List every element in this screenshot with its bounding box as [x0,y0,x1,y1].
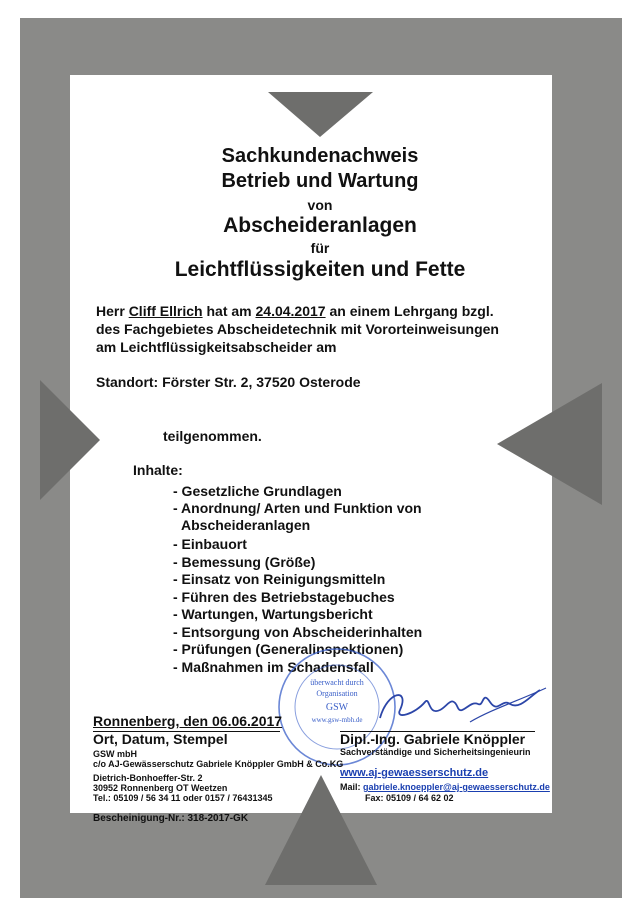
website-link[interactable]: www.aj-gewaesserschutz.de [340,767,489,779]
company-phone: Tel.: 05109 / 56 34 11 oder 0157 / 76431345 [93,793,273,803]
mail-label: Mail: [340,782,361,792]
stamp-org-text: Organisation [316,689,358,698]
company-co: c/o AJ-Gewässerschutz Gabriele Knöppler GmbH & Co.KG [93,759,344,769]
intro-mid: hat am [206,303,252,319]
contents-item: - Entsorgung von Abscheiderinhalten [173,624,423,640]
title-line-5: für [310,240,330,256]
certificate-number: Bescheinigung-Nr.: 318-2017-GK [93,813,249,824]
place-date: Ronnenberg, den 06.06.2017 [93,713,283,729]
email-link[interactable]: gabriele.knoeppler@aj-gewaesserschutz.de [363,782,550,792]
top-triangle-ornament [268,92,373,137]
contents-item: - Führen des Betriebstagebuches [173,589,395,605]
stamp-top-text: überwacht durch [310,678,364,687]
contents-item: - Bemessung (Größe) [173,554,316,570]
course-date: 24.04.2017 [255,303,326,319]
fax-number: Fax: 05109 / 64 62 02 [365,793,454,803]
title-line-2: Betrieb und Wartung [221,170,419,192]
signer-title: Sachverständige und Sicherheitsingenieurin [340,747,531,757]
handwritten-signature [370,680,550,730]
intro-line-2: des Fachgebietes Abscheidetechnik mit Vororteinweisungen [96,321,499,337]
title-line-3: von [307,197,333,213]
location-line: Standort: Förster Str. 2, 37520 Osterode [96,374,361,390]
contents-heading: Inhalte: [133,462,183,478]
company-city: 30952 Ronnenberg OT Weetzen [93,783,228,793]
stamp-name-text: GSW [325,702,349,713]
title-line-6: Leichtflüssigkeiten und Fette [174,258,466,281]
mail-row [340,782,550,792]
contents-item: - Wartungen, Wartungsbericht [173,606,373,622]
right-triangle-ornament [497,383,602,505]
title-line-1: Sachkundenachweis [221,145,419,167]
contents-item: - Maßnahmen im Schadensfall [173,659,374,675]
contents-item: Abscheideranlagen [181,517,311,533]
participated-text: teilgenommen. [163,428,262,444]
contents-item: - Gesetzliche Grundlagen [173,483,342,499]
stamp-url-text: www.gsw-mbh.de [311,716,363,724]
intro-prefix: Herr [96,303,125,319]
company-street: Dietrich-Bonhoeffer-Str. 2 [93,773,203,783]
contents-item: - Anordnung/ Arten und Funktion von [173,500,422,516]
participant-name: Cliff Ellrich [128,303,203,319]
title-line-4: Abscheideranlagen [223,214,417,237]
intro-suffix: an einem Lehrgang bzgl. [329,303,494,319]
intro-line-1 [96,303,494,319]
intro-line-3: am Leichtflüssigkeitsabscheider am [96,339,337,355]
contents-item: - Einbauort [173,536,247,552]
contents-item: - Einsatz von Reinigungsmitteln [173,571,386,587]
signer-name: Dipl.-Ing. Gabriele Knöppler [340,731,526,747]
contents-item: - Prüfungen (Generalinspektionen) [173,641,404,657]
company-name: GSW mbH [93,749,137,759]
left-triangle-ornament [40,380,100,500]
place-date-label: Ort, Datum, Stempel [93,731,228,747]
